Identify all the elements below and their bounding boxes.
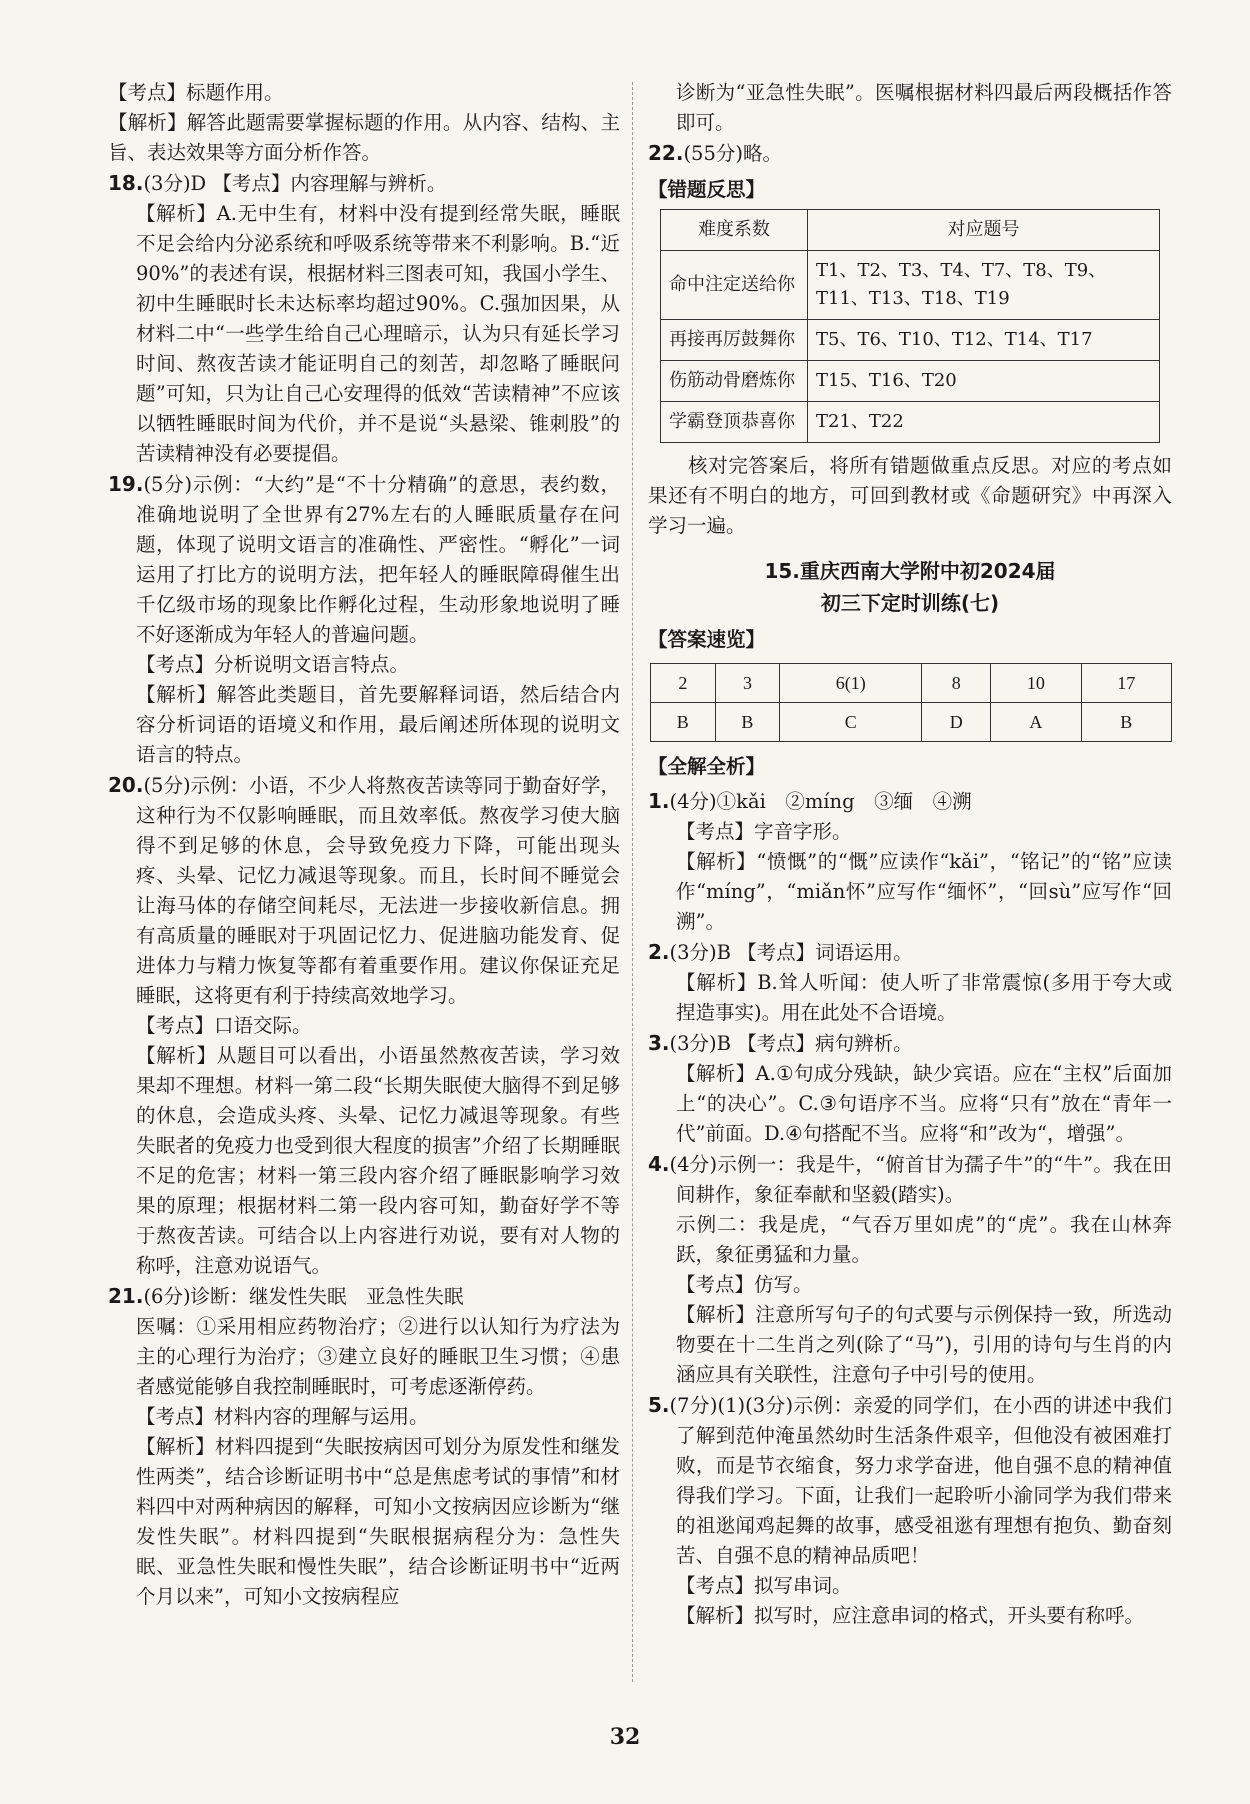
answer-3	[648, 1028, 1172, 1059]
question-number: 3.	[648, 1031, 670, 1055]
answer-text: (4分)①kǎi ②míng ③缅 ④溯	[669, 790, 972, 813]
analysis-text: 【解析】拟写时，应注意串词的格式，开头要有称呼。	[676, 1604, 1145, 1627]
reflect-note: 核对完答案后，将所有错题做重点反思。对应的考点如果还有不明白的地方，可回到教材或《命题研究》中再深入学习一遍。	[648, 454, 1172, 537]
example-text: 示例二：我是虎，“气吞万里如虎”的“虎”。我在山林奔跃，象征勇猛和力量。	[676, 1213, 1172, 1266]
table-cell: 学霸登顶恭喜你	[661, 402, 808, 443]
table-row	[651, 703, 1172, 742]
left-column	[108, 78, 620, 1612]
analysis-text: 【解析】A.无中生有，材料中没有提到经常失眠，睡眠不足会给内分泌系统和呼吸系统等带来不利影响。B.“近90%”的表述有误，根据材料三图表可知，我国小学生、初中生睡眠时长未达标率均超过90%。C.强加因果，从材料二中“一些学生给自己心理暗示，认为只有延长学习时间、熬夜苦读才能证明自己的刻苦，却忽略了睡眠问题”可知，只为让自己心安理得的低效“苦读精神”不应该以牺牲睡眠时间为代价，并不是说“头悬梁、锥刺股”的苦读精神没有必要提倡。	[136, 202, 620, 465]
question-number: 18.	[108, 171, 144, 195]
analysis-text: 【解析】A.①句成分残缺，缺少宾语。应在“主权”后面加上“的决心”。C.③句语序不当。应将“只有”放在“青年一代”前面。D.④句搭配不当。应将“和”改为“，增强”。	[676, 1062, 1172, 1145]
question-number: 21.	[108, 1284, 144, 1308]
table-row	[661, 361, 1160, 402]
point-text: 【考点】仿写。	[676, 1273, 813, 1296]
question-20	[108, 770, 620, 1011]
table-cell: 17	[1081, 664, 1171, 703]
reflect-title: 【错题反思】	[648, 178, 766, 201]
table-row	[661, 320, 1160, 361]
question-number: 20.	[108, 773, 144, 797]
answers-title: 【答案速览】	[648, 628, 766, 651]
table-row	[661, 251, 1160, 320]
question-19	[108, 469, 620, 650]
table-cell: 2	[651, 664, 716, 703]
table-cell: T1、T2、T3、T4、T7、T8、T9、T11、T13、T18、T19	[808, 251, 1160, 320]
analysis-text: 【解析】B.耸人听闻：使人听了非常震惊(多用于夸大或捏造事实)。用在此处不合语境。	[676, 971, 1172, 1024]
analysis-text: 【解析】解答此题需要掌握标题的作用。从内容、结构、主旨、表达效果等方面分析作答。	[108, 111, 620, 164]
full-analysis-title: 【全解全析】	[648, 755, 766, 778]
answer-text: (5分)示例：小语，不少人将熬夜苦读等同于勤奋好学，这种行为不仅影响睡眠，而且效率低。熬夜学习使大脑得不到足够的休息，会导致免疫力下降，可能出现头疼、头晕、记忆力减退等现象。而且，长时间不睡觉会让海马体的存储空间耗尽，无法进一步接收新信息。拥有高质量的睡眠对于巩固记忆力、促进脑功能发育、促进体力与精力恢复等都有着重要作用。建议你保证充足睡眠，这将更有利于持续高效地学习。	[136, 774, 620, 1007]
answer-5	[648, 1390, 1172, 1571]
reflect-table	[660, 209, 1160, 443]
question-number: 19.	[108, 472, 144, 496]
table-cell: C	[780, 703, 922, 742]
table-cell: B	[1081, 703, 1171, 742]
question-number: 2.	[648, 940, 670, 964]
point-text: 【考点】分析说明文语言特点。	[136, 653, 410, 676]
table-cell: 8	[922, 664, 991, 703]
table-row	[651, 664, 1172, 703]
table-cell: B	[715, 703, 780, 742]
answer-2	[648, 937, 1172, 968]
question-head: (3分)D 【考点】内容理解与辨析。	[143, 172, 447, 195]
point-text: 【考点】字音字形。	[676, 820, 852, 843]
table-header: 对应题号	[808, 210, 1160, 251]
answer-head: (3分)B 【考点】词语运用。	[669, 941, 913, 964]
section-title-line1: 15.重庆西南大学附中初2024届	[764, 559, 1056, 583]
analysis-text: 【解析】“愤慨”的“慨”应读作“kǎi”，“铭记”的“铭”应读作“míng”，“miǎn怀”应写作“缅怀”，“回sù”应写作“回溯”。	[676, 850, 1172, 933]
continued-text: 诊断为“亚急性失眠”。医嘱根据材料四最后两段概括作答即可。	[676, 81, 1172, 134]
analysis-text: 【解析】材料四提到“失眠按病因可划分为原发性和继发性两类”，结合诊断证明书中“总是焦虑考试的事情”和材料四中对两种病因的解释，可知小文按病因应诊断为“继发性失眠”。材料四提到“失眠根据病程分为：急性失眠、亚急性失眠和慢性失眠”，结合诊断证明书中“近两个月以来”，可知小文按病程应	[136, 1435, 620, 1608]
question-18	[108, 168, 620, 199]
question-number: 1.	[648, 789, 670, 813]
page-number: 32	[609, 1724, 641, 1750]
point-text: 【考点】标题作用。	[108, 81, 284, 104]
table-cell: D	[922, 703, 991, 742]
right-column	[648, 78, 1172, 1631]
answer-1	[648, 786, 1172, 817]
answers-table	[650, 663, 1172, 742]
table-cell: 6(1)	[780, 664, 922, 703]
table-cell: 3	[715, 664, 780, 703]
table-cell: B	[651, 703, 716, 742]
question-number: 4.	[648, 1152, 670, 1176]
answer-text: (55分)略。	[683, 142, 782, 165]
table-cell: 再接再厉鼓舞你	[661, 320, 808, 361]
answer-4	[648, 1149, 1172, 1210]
section-title-line2: 初三下定时训练(七)	[820, 591, 1000, 615]
table-header-row	[661, 210, 1160, 251]
answer-text: (6分)诊断：继发性失眠 亚急性失眠	[143, 1285, 464, 1308]
table-cell: 10	[991, 664, 1081, 703]
answer-text: (4分)示例一：我是牛，“俯首甘为孺子牛”的“牛”。我在田间耕作，象征奉献和坚毅(踏实)。	[669, 1153, 1172, 1206]
question-21	[108, 1281, 620, 1312]
table-cell: T21、T22	[808, 402, 1160, 443]
column-divider	[632, 82, 633, 1682]
answer-text: (5分)示例：“大约”是“不十分精确”的意思，表约数，准确地说明了全世界有27%左右的人睡眠质量存在问题，体现了说明文语言的准确性、严密性。“孵化”一词运用了打比方的说明方法，把年轻人的睡眠障碍催生出千亿级市场的现象比作孵化过程，生动形象地说明了睡不好逐渐成为年轻人的普遍问题。	[136, 473, 620, 646]
table-row	[661, 402, 1160, 443]
table-cell: 伤筋动骨磨炼你	[661, 361, 808, 402]
point-text: 【考点】拟写串词。	[676, 1574, 852, 1597]
answer-head: (3分)B 【考点】病句辨析。	[669, 1032, 913, 1055]
table-cell: T15、T16、T20	[808, 361, 1160, 402]
table-cell: 命中注定送给你	[661, 251, 808, 320]
answer-text: (7分)(1)(3分)示例：亲爱的同学们，在小西的讲述中我们了解到范仲淹虽然幼时生活条件艰辛，但他没有被困难打败，而是节衣缩食，努力求学奋进，他自强不息的精神值得我们学习。下面，让我们一起聆听小渝同学为我们带来的祖逖闻鸡起舞的故事，感受祖逖有理想有抱负、勤奋刻苦、自强不息的精神品质吧！	[669, 1394, 1172, 1567]
advice-text: 医嘱：①采用相应药物治疗；②进行以认知行为疗法为主的心理行为治疗；③建立良好的睡眠卫生习惯；④患者感觉能够自我控制睡眠时，可考虑逐渐停药。	[136, 1315, 620, 1398]
table-header: 难度系数	[661, 210, 808, 251]
table-cell: T5、T6、T10、T12、T14、T17	[808, 320, 1160, 361]
table-cell: A	[991, 703, 1081, 742]
point-text: 【考点】材料内容的理解与运用。	[136, 1405, 429, 1428]
analysis-text: 【解析】解答此类题目，首先要解释词语，然后结合内容分析词语的语境义和作用，最后阐述所体现的说明文语言的特点。	[136, 683, 620, 766]
question-number: 22.	[648, 141, 684, 165]
point-text: 【考点】口语交际。	[136, 1014, 312, 1037]
question-22	[648, 138, 1172, 169]
analysis-text: 【解析】从题目可以看出，小语虽然熬夜苦读，学习效果却不理想。材料一第二段“长期失眠使大脑得不到足够的休息，会造成头疼、头晕、记忆力减退等现象。有些失眠者的免疫力也受到很大程度的损害”介绍了长期睡眠不足的危害；材料一第三段内容介绍了睡眠影响学习效果的原理；根据材料二第一段内容可知，勤奋好学不等于熬夜苦读。可结合以上内容进行劝说，要有对人物的称呼，注意劝说语气。	[136, 1044, 620, 1277]
question-number: 5.	[648, 1393, 670, 1417]
analysis-text: 【解析】注意所写句子的句式要与示例保持一致，所选动物要在十二生肖之列(除了“马”)，引用的诗句与生肖的内涵应具有关联性，注意句子中引号的使用。	[676, 1303, 1172, 1386]
